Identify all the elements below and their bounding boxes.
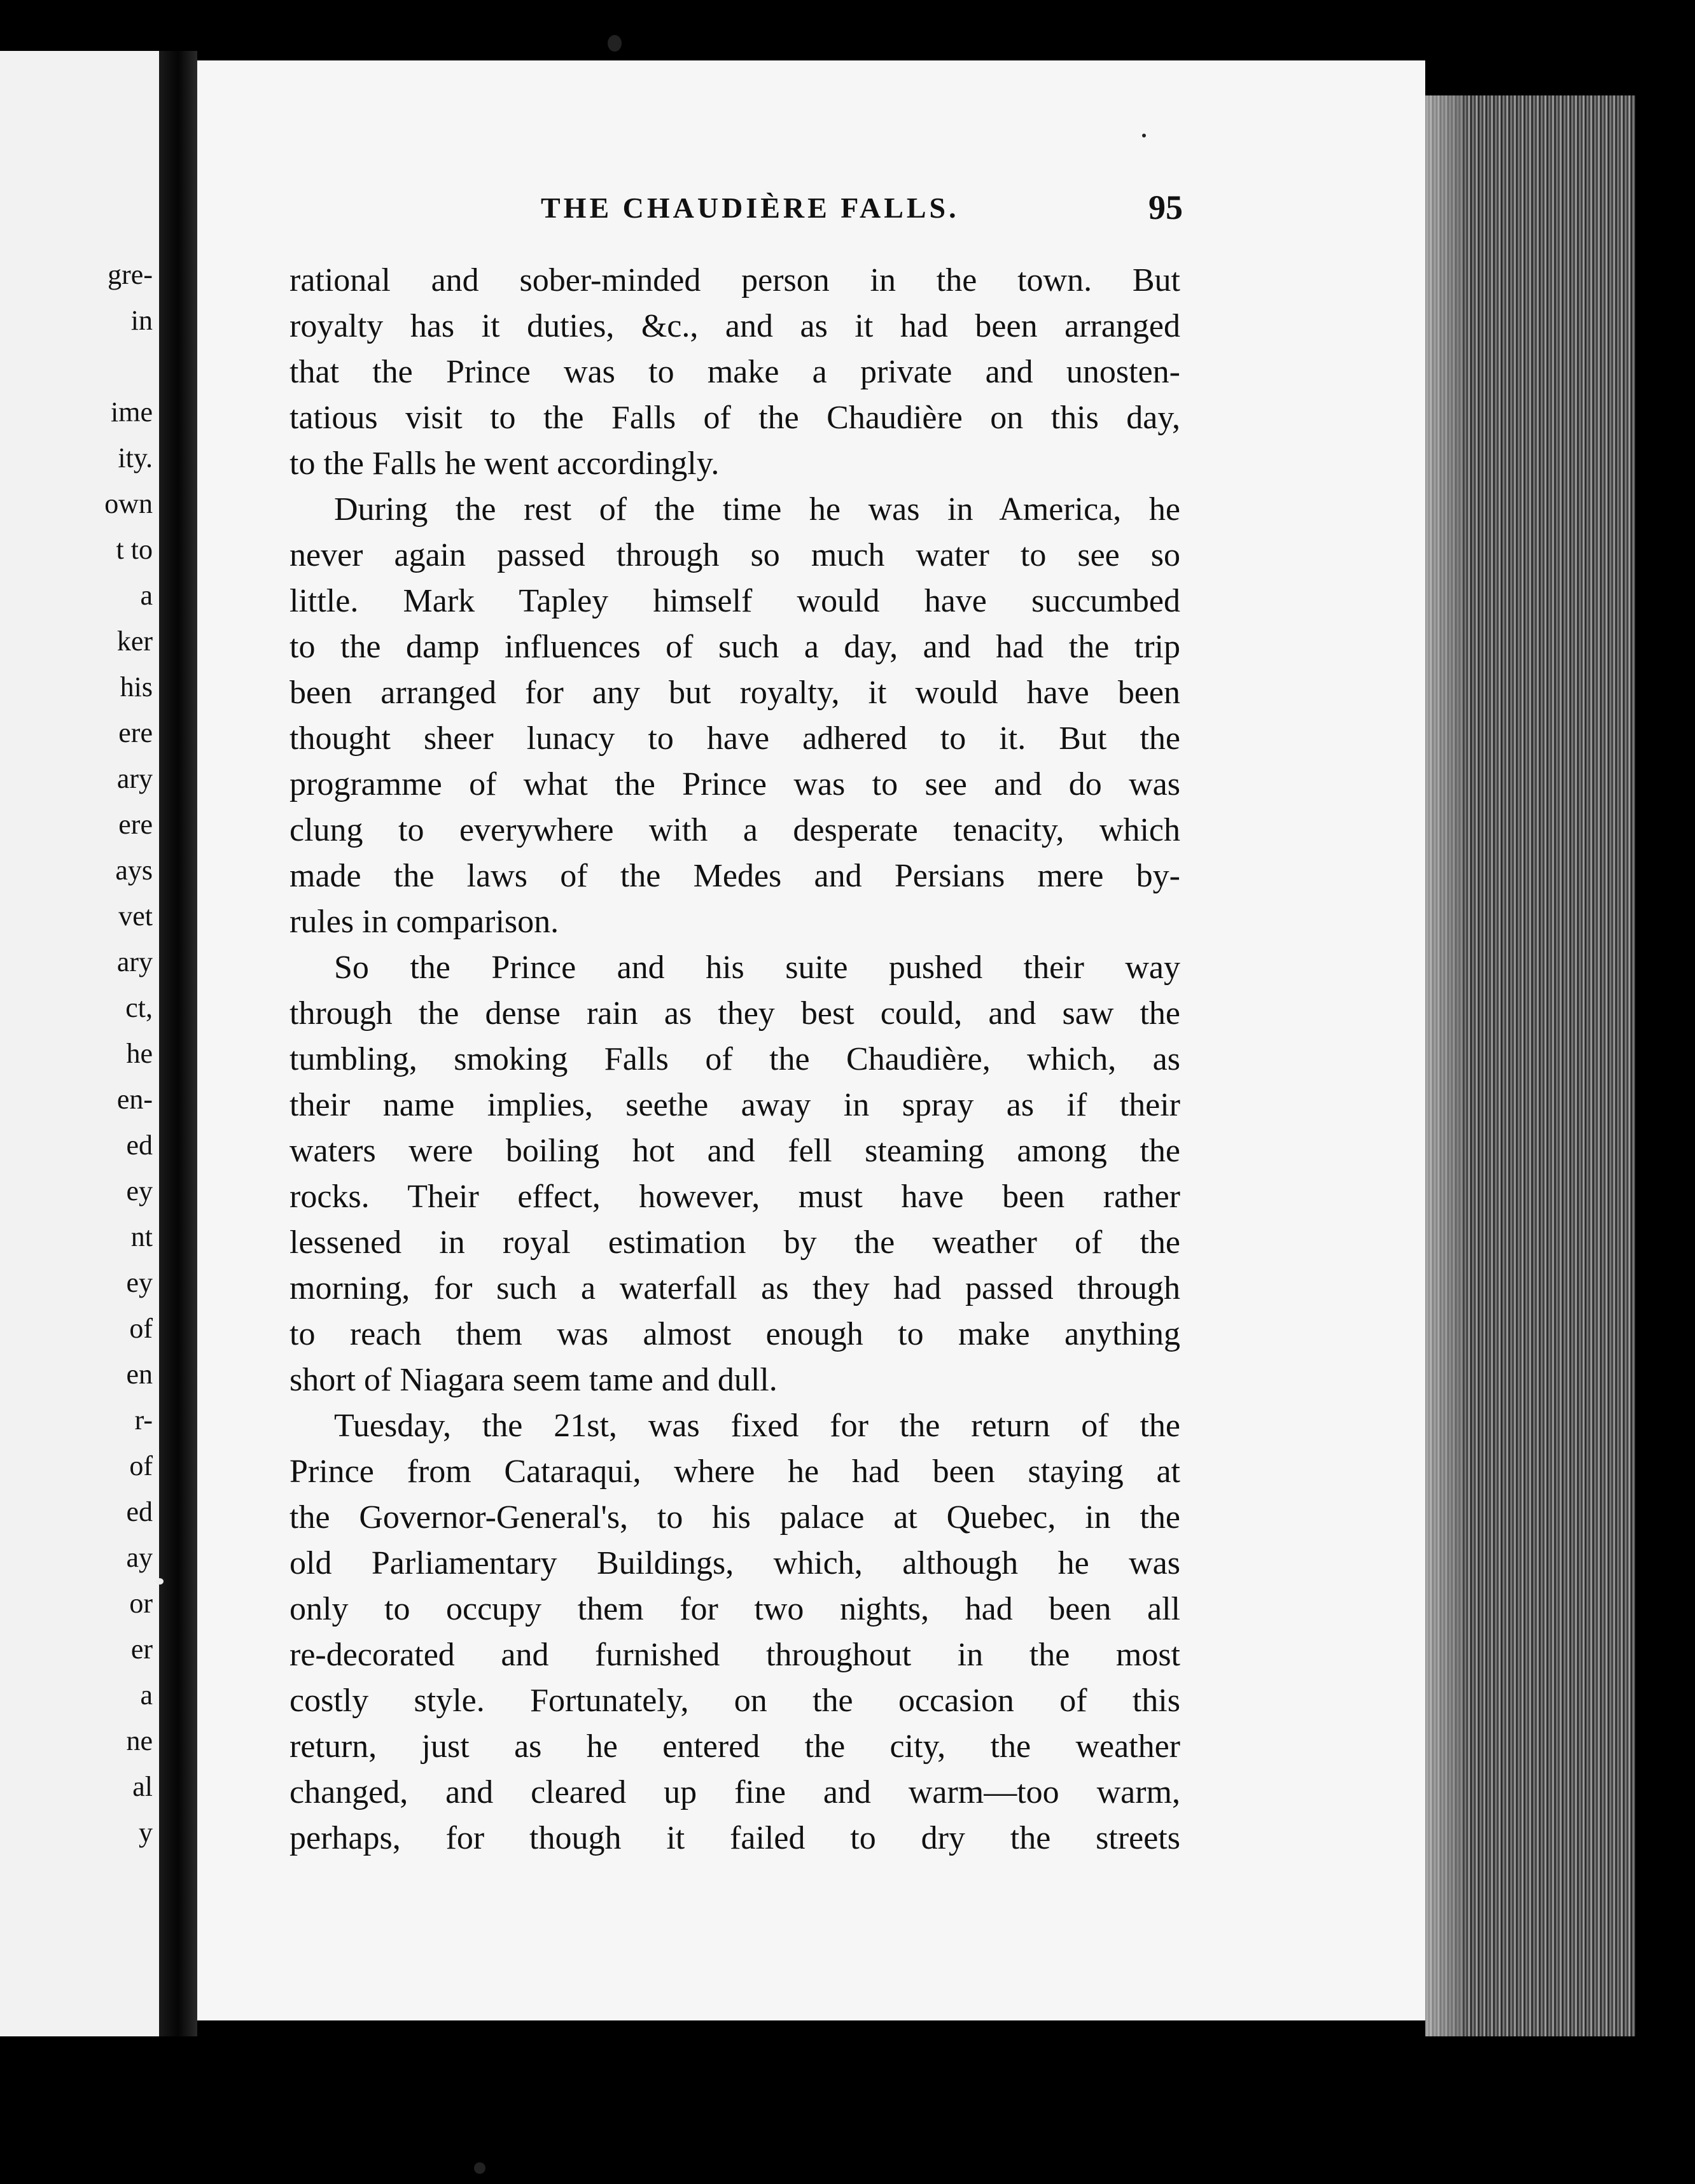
facing-page-fragment: or: [129, 1588, 153, 1619]
facing-page-fragment: ey: [126, 1267, 153, 1298]
text-line: rational and sober-minded person in the town. But: [289, 262, 1180, 298]
text-line: to the Falls he went accordingly.: [289, 445, 720, 482]
facing-page-fragment: in: [130, 305, 153, 336]
text-line: Tuesday, the 21st, was fixed for the return of the: [334, 1408, 1180, 1444]
facing-page-fragment: of: [129, 1313, 153, 1344]
facing-page-fragment: of: [129, 1450, 153, 1481]
facing-page-fragment: ct,: [125, 992, 153, 1023]
facing-page-fragment: his: [120, 671, 153, 703]
facing-page-fragment: ary: [116, 763, 153, 794]
facing-page-fragment: ed: [126, 1130, 153, 1161]
text-line: short of Niagara seem tame and dull.: [289, 1362, 778, 1398]
facing-page-fragment: vet: [118, 900, 153, 932]
facing-page-fragment: er: [130, 1634, 153, 1665]
facing-page-fragment: a: [140, 1679, 153, 1711]
text-line: morning, for such a waterfall as they had passed through: [289, 1270, 1180, 1306]
text-line: programme of what the Prince was to see and do was: [289, 766, 1180, 802]
facing-page-fragment: he: [126, 1038, 153, 1069]
facing-page: [0, 51, 159, 2036]
facing-page-fragment: ay: [126, 1542, 153, 1573]
facing-page-fragment: ere: [118, 809, 153, 840]
text-line: their name implies, seethe away in spray as if their: [289, 1087, 1180, 1123]
scan-speck: [474, 2162, 485, 2174]
facing-page-fragment: ne: [126, 1725, 153, 1756]
text-line: costly style. Fortunately, on the occasion of this: [289, 1683, 1180, 1719]
text-line: During the rest of the time he was in America, he: [334, 491, 1180, 528]
text-line: old Parliamentary Buildings, which, although he was: [289, 1545, 1180, 1581]
facing-page-fragment: ays: [115, 855, 153, 886]
scan-speck: [608, 35, 622, 52]
page-number: 95: [1148, 188, 1183, 227]
text-line: rocks. Their effect, however, must have been rather: [289, 1179, 1180, 1215]
text-line: perhaps, for though it failed to dry the streets: [289, 1820, 1180, 1856]
facing-page-fragment: a: [140, 580, 153, 611]
book-gutter: [159, 51, 197, 2036]
running-head: THE CHAUDIÈRE FALLS.: [541, 192, 959, 224]
text-line: to the damp influences of such a day, and had the trip: [289, 629, 1180, 665]
text-line: rules in comparison.: [289, 904, 559, 940]
text-line: the Governor-General's, to his palace at Quebec, in the: [289, 1499, 1180, 1536]
facing-page-fragment: own: [104, 488, 153, 519]
facing-page-fragment: gre-: [108, 259, 153, 290]
facing-page-fragment: al: [132, 1771, 153, 1802]
facing-page-fragment: ey: [126, 1175, 153, 1207]
text-line: that the Prince was to make a private and unosten-: [289, 354, 1180, 390]
facing-page-fragment: ity.: [118, 442, 153, 473]
text-line: only to occupy them for two nights, had been all: [289, 1591, 1180, 1627]
text-line: changed, and cleared up fine and warm—too warm,: [289, 1774, 1180, 1810]
text-line: lessened in royal estimation by the weather of the: [289, 1224, 1180, 1261]
scan-speck: [156, 1578, 164, 1585]
text-line: return, just as he entered the city, the weather: [289, 1728, 1180, 1765]
facing-page-fragment: ary: [116, 946, 153, 977]
text-line: waters were boiling hot and fell steaming among the: [289, 1133, 1180, 1169]
text-line: clung to everywhere with a desperate tenacity, which: [289, 812, 1180, 848]
text-line: made the laws of the Medes and Persians mere by-: [289, 858, 1180, 894]
facing-page-fragment: ere: [118, 717, 153, 748]
facing-page-fragment: ime: [111, 396, 153, 428]
scan-speck: [1142, 134, 1146, 137]
facing-page-fragment: ker: [116, 626, 153, 657]
text-line: tatious visit to the Falls of the Chaudière on this day,: [289, 400, 1180, 436]
page-block-edge-highlight: [1425, 95, 1463, 2036]
text-line: royalty has it duties, &c., and as it had been arranged: [289, 308, 1180, 344]
facing-page-fragment: en-: [116, 1084, 153, 1115]
text-line: through the dense rain as they best could, and saw the: [289, 995, 1180, 1032]
text-line: thought sheer lunacy to have adhered to it. But the: [289, 720, 1180, 757]
text-line: little. Mark Tapley himself would have succumbed: [289, 583, 1180, 619]
facing-page-fragment: en: [126, 1359, 153, 1390]
text-line: been arranged for any but royalty, it would have been: [289, 675, 1180, 711]
facing-page-fragment: nt: [130, 1221, 153, 1252]
text-line: Prince from Cataraqui, where he had been staying at: [289, 1453, 1180, 1490]
text-line: re-decorated and furnished throughout in the most: [289, 1637, 1180, 1673]
facing-page-fragment: r-: [134, 1404, 153, 1436]
facing-page-fragment: t to: [116, 534, 153, 565]
body-text: [289, 258, 1180, 1861]
text-line: tumbling, smoking Falls of the Chaudière, which, as: [289, 1041, 1180, 1077]
text-line: So the Prince and his suite pushed their way: [334, 949, 1180, 986]
facing-page-fragment: y: [139, 1817, 153, 1848]
text-line: never again passed through so much water to see so: [289, 537, 1180, 573]
facing-page-fragment: ed: [126, 1496, 153, 1527]
text-line: to reach them was almost enough to make anything: [289, 1316, 1180, 1352]
